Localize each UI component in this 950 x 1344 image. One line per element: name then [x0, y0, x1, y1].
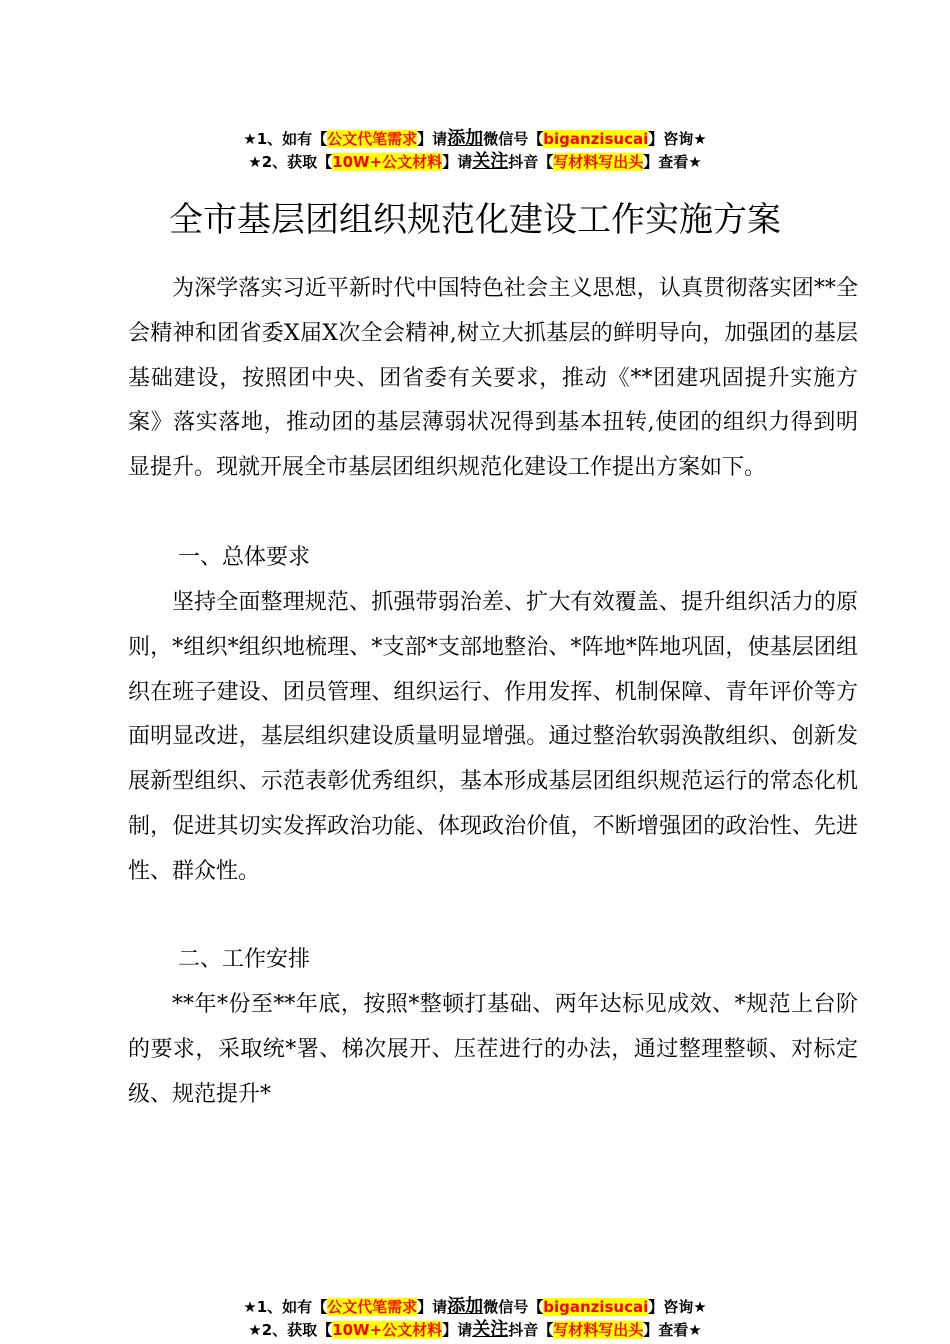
promo-text: ★1、如有【 [243, 130, 328, 148]
promo-text: 微信号【 [483, 1298, 544, 1316]
section-1-paragraph: 坚持全面整理规范、抓强带弱治差、扩大有效覆盖、提升组织活力的原则，*组织*组织地梳理、*支部*支部地整治、*阵地*阵地巩固，使基层团组织在班子建设、团员管理、组织运行、作用发挥、机制保障、青年评价等方面明显改进，基层组织建设质量明显增强。通过整治软弱涣散组织、创新发展新型组织、示范表彰优秀组织，基本形成基层团组织规范运行的常态化机制，促进其切实发挥政治功能、体现政治价值，不断增强团的政治性、先进性、群众性。 [128, 590, 858, 884]
promo-text: 】请 [417, 1298, 448, 1316]
promo-line-2 [0, 1319, 950, 1341]
promo-emphasis: 关注 [472, 1319, 509, 1340]
promo-emphasis: 添加 [447, 1296, 484, 1317]
promo-text: ★2、获取【 [248, 1321, 333, 1339]
section-heading-1: 一、总体要求 [178, 545, 311, 570]
promo-text: 抖音【 [508, 153, 554, 171]
promo-line-2 [0, 151, 950, 173]
promo-text: 抖音【 [508, 1321, 554, 1339]
promo-highlight: 10W+公文材料 [332, 1321, 443, 1339]
promo-wechat-id: biganzisucai [543, 1298, 649, 1316]
promo-highlight: 公文代笔需求 [327, 130, 418, 148]
promo-highlight: 10W+公文材料 [332, 153, 443, 171]
promo-text: ★1、如有【 [243, 1298, 328, 1316]
promo-highlight: 公文代笔需求 [327, 1298, 418, 1316]
promo-douyin-id: 写材料写出头 [553, 1321, 644, 1339]
promo-text: 】咨询★ [648, 130, 707, 148]
document-title: 全市基层团组织规范化建设工作实施方案 [169, 199, 781, 240]
promo-text: 】请 [417, 130, 448, 148]
promo-text: 】咨询★ [648, 1298, 707, 1316]
promo-line-1 [0, 128, 950, 150]
promo-emphasis: 关注 [472, 151, 509, 172]
promo-text: 】请 [442, 1321, 473, 1339]
intro-paragraph: 为深学落实习近平新时代中国特色社会主义思想，认真贯彻落实团**全会精神和团省委Ⅹ届Ⅹ次全会精神,树立大抓基层的鲜明导向，加强团的基层基础建设，按照团中央、团省委有关要求，推动《**团建巩固提升实施方案》落实落地，推动团的基层薄弱状况得到基本扭转,使团的组织力得到明显提升。现就开展全市基层团组织规范化建设工作提出方案如下。 [128, 276, 858, 481]
section-2-paragraph: **年*份至**年底，按照*整顿打基础、两年达标见成效、*规范上台阶的要求，采取统*署、梯次展开、压茬进行的办法，通过整理整顿、对标定级、规范提升* [128, 992, 858, 1107]
promo-wechat-id: biganzisucai [543, 130, 649, 148]
promo-emphasis: 添加 [447, 128, 484, 149]
promo-text: 】查看★ [643, 1321, 702, 1339]
section-heading-2: 二、工作安排 [178, 947, 311, 972]
promo-text: 】请 [442, 153, 473, 171]
promo-text: 微信号【 [483, 130, 544, 148]
promo-text: ★2、获取【 [248, 153, 333, 171]
promo-text: 】查看★ [643, 153, 702, 171]
promo-line-1 [0, 1296, 950, 1318]
promo-douyin-id: 写材料写出头 [553, 153, 644, 171]
